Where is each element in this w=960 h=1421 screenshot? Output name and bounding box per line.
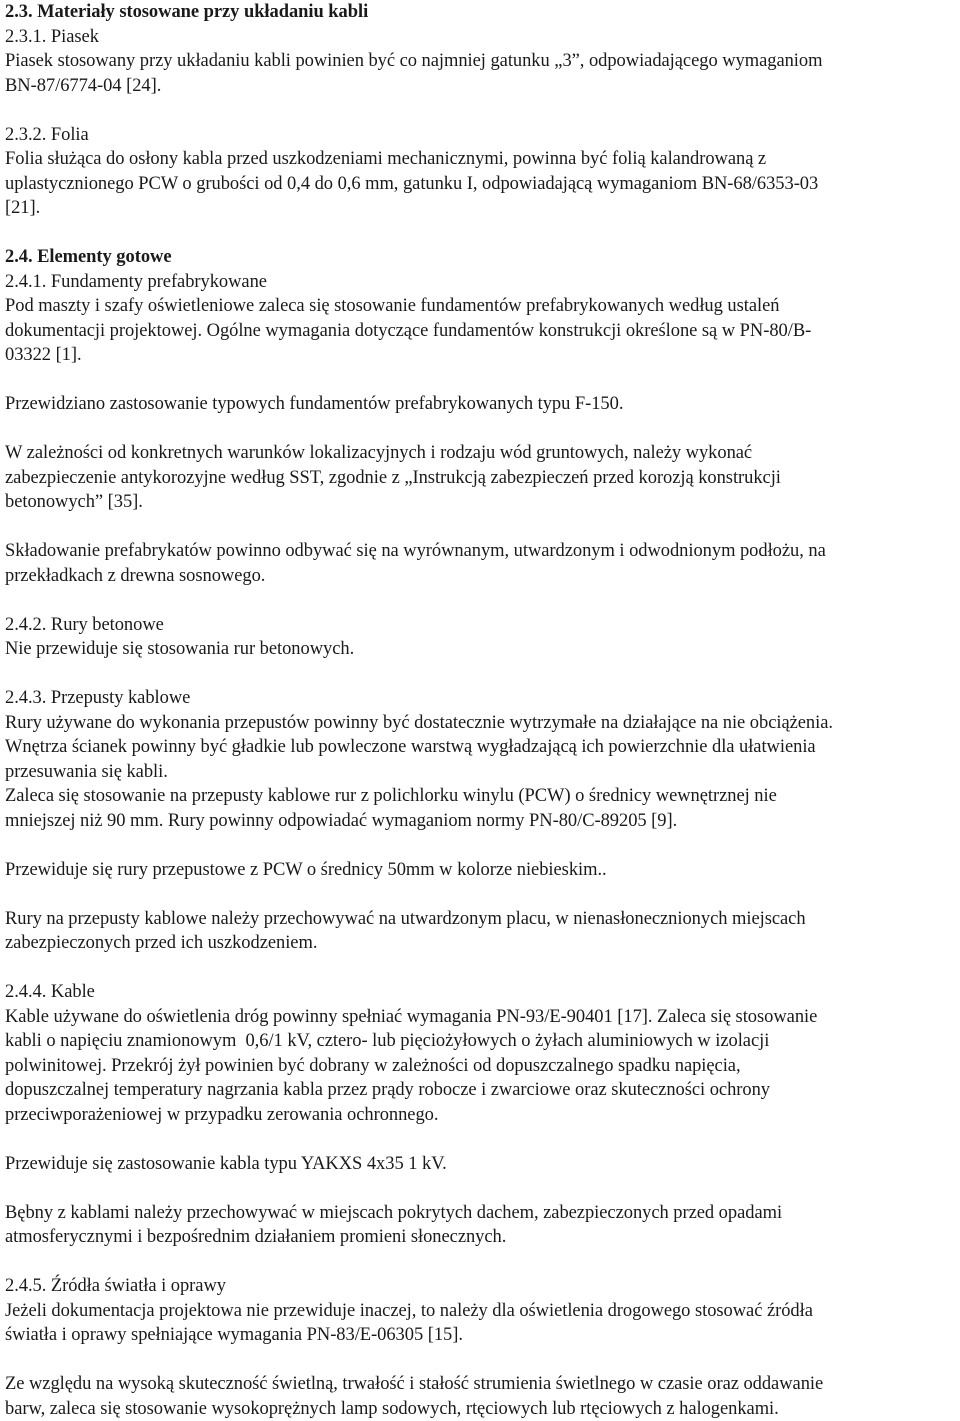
paragraph-spacer: [5, 98, 954, 123]
text-line: [21].: [5, 196, 954, 221]
text-line: Folia służąca do osłony kabla przed uszkodzeniami mechanicznymi, powinna być folią kalandrowaną z: [5, 147, 954, 172]
text-line: 2.3.1. Piasek: [5, 25, 954, 50]
text-block-s-2-3-1: [5, 25, 954, 99]
text-line: 2.4.4. Kable: [5, 980, 954, 1005]
paragraph-spacer: [5, 368, 954, 393]
text-line: Bębny z kablami należy przechowywać w miejscach pokrytych dachem, zabezpieczonych przed opadami: [5, 1201, 954, 1226]
text-block-p-skladowanie: [5, 539, 954, 588]
text-line: Piasek stosowany przy układaniu kabli powinien być co najmniej gatunku „3”, odpowiadającego wymaganiom: [5, 49, 954, 74]
paragraph-spacer: [5, 833, 954, 858]
text-line: Nie przewiduje się stosowania rur betonowych.: [5, 637, 954, 662]
paragraph-spacer: [5, 662, 954, 687]
text-block-s-2-4-5: [5, 1274, 954, 1348]
text-block-p-typ: [5, 392, 954, 417]
paragraph-spacer: [5, 515, 954, 540]
text-line: Kable używane do oświetlenia dróg powinny spełniać wymagania PN-93/E-90401 [17]. Zaleca się stosowanie: [5, 1005, 954, 1030]
paragraph-spacer: [5, 417, 954, 442]
text-line: dokumentacji projektowej. Ogólne wymagania dotyczące fundamentów konstrukcji określone są w PN-80/B-: [5, 319, 954, 344]
text-block-s-2-4-3: [5, 686, 954, 833]
text-line: 2.4.3. Przepusty kablowe: [5, 686, 954, 711]
text-line: Przewiduje się zastosowanie kabla typu YAKXS 4x35 1 kV.: [5, 1152, 954, 1177]
text-line: Wnętrza ścianek powinny być gładkie lub powleczone warstwą wygładzającą ich powierzchnie dla ułatwienia: [5, 735, 954, 760]
text-block-p-rury-pcw: [5, 858, 954, 883]
text-line: W zależności od konkretnych warunków lokalizacyjnych i rodzaju wód gruntowych, należy wykonać: [5, 441, 954, 466]
text-line: 2.3. Materiały stosowane przy układaniu kabli: [5, 0, 954, 25]
text-line: kabli o napięciu znamionowym 0,6/1 kV, cztero- lub pięciożyłowych o żyłach aluminiowych w izolacji: [5, 1029, 954, 1054]
text-line: Pod maszty i szafy oświetleniowe zaleca się stosowanie fundamentów prefabrykowanych według ustaleń: [5, 294, 954, 319]
paragraph-spacer: [5, 588, 954, 613]
text-block-s-2-4-1: [5, 270, 954, 368]
text-line: Przewiduje się rury przepustowe z PCW o średnicy 50mm w kolorze niebieskim..: [5, 858, 954, 883]
paragraph-spacer: [5, 221, 954, 246]
text-line: Przewidziano zastosowanie typowych fundamentów prefabrykowanych typu F-150.: [5, 392, 954, 417]
text-line: 2.4. Elementy gotowe: [5, 245, 954, 270]
text-line: zabezpieczenie antykorozyjne według SST, zgodnie z „Instrukcją zabezpieczeń przed korozją konstrukcji: [5, 466, 954, 491]
text-line: Rury używane do wykonania przepustów powinny być dostatecznie wytrzymałe na działające na nie obciążenia.: [5, 711, 954, 736]
paragraph-spacer: [5, 882, 954, 907]
text-line: Jeżeli dokumentacja projektowa nie przewiduje inaczej, to należy dla oświetlenia drogowego stosować źródła: [5, 1299, 954, 1324]
text-line: przekładkach z drewna sosnowego.: [5, 564, 954, 589]
text-line: Składowanie prefabrykatów powinno odbywać się na wyrównanym, utwardzonym i odwodnionym podłożu, na: [5, 539, 954, 564]
text-line: Zaleca się stosowanie na przepusty kablowe rur z polichlorku winylu (PCW) o średnicy wewnętrznej nie: [5, 784, 954, 809]
text-line: światła i oprawy spełniające wymagania PN-83/E-06305 [15].: [5, 1323, 954, 1348]
text-block-s-2-4-2: [5, 613, 954, 662]
paragraph-spacer: [5, 1176, 954, 1201]
text-line: mniejszej niż 90 mm. Rury powinny odpowiadać wymaganiom normy PN-80/C-89205 [9].: [5, 809, 954, 834]
text-block-s-2-3-2: [5, 123, 954, 221]
text-line: atmosferycznymi i bezpośrednim działaniem promieni słonecznych.: [5, 1225, 954, 1250]
text-block-p-zabezp: [5, 441, 954, 515]
text-line: zabezpieczonych przed ich uszkodzeniem.: [5, 931, 954, 956]
text-line: polwinitowej. Przekrój żył powinien być dobrany w zależności od dopuszczalnego spadku napięcia,: [5, 1054, 954, 1079]
text-line: betonowych” [35].: [5, 490, 954, 515]
text-line: Rury na przepusty kablowe należy przechowywać na utwardzonym placu, w nienasłonecznionych miejscach: [5, 907, 954, 932]
paragraph-spacer: [5, 1348, 954, 1373]
text-line: przesuwania się kabli.: [5, 760, 954, 785]
text-block-p-wzglad: [5, 1372, 954, 1421]
paragraph-spacer: [5, 956, 954, 981]
text-line: 2.4.1. Fundamenty prefabrykowane: [5, 270, 954, 295]
paragraph-spacer: [5, 1127, 954, 1152]
text-line: BN-87/6774-04 [24].: [5, 74, 954, 99]
text-line: 03322 [1].: [5, 343, 954, 368]
text-line: 2.3.2. Folia: [5, 123, 954, 148]
text-line: 2.4.5. Źródła światła i oprawy: [5, 1274, 954, 1299]
text-block-s-2-4-4: [5, 980, 954, 1127]
text-block-h-2-4: [5, 245, 954, 270]
paragraph-spacer: [5, 1250, 954, 1275]
text-line: dopuszczalnej temperatury nagrzania kabla przez prądy robocze i zwarciowe oraz skuteczności ochrony: [5, 1078, 954, 1103]
text-line: barw, zaleca się stosowanie wysokoprężnych lamp sodowych, rtęciowych lub rtęciowych z halogenkami.: [5, 1397, 954, 1421]
text-line: 2.4.2. Rury betonowe: [5, 613, 954, 638]
text-line: przeciwporażeniowej w przypadku zerowania ochronnego.: [5, 1103, 954, 1128]
text-block-p-przechowywanie: [5, 907, 954, 956]
text-block-p-yakxs: [5, 1152, 954, 1177]
text-line: Ze względu na wysoką skuteczność świetlną, trwałość i stałość strumienia świetlnego w czasie oraz oddawanie: [5, 1372, 954, 1397]
text-block-p-bebny: [5, 1201, 954, 1250]
text-block-h-2-3: [5, 0, 954, 25]
text-line: uplastycznionego PCW o grubości od 0,4 do 0,6 mm, gatunku I, odpowiadającą wymaganiom BN-68/6353-03: [5, 172, 954, 197]
